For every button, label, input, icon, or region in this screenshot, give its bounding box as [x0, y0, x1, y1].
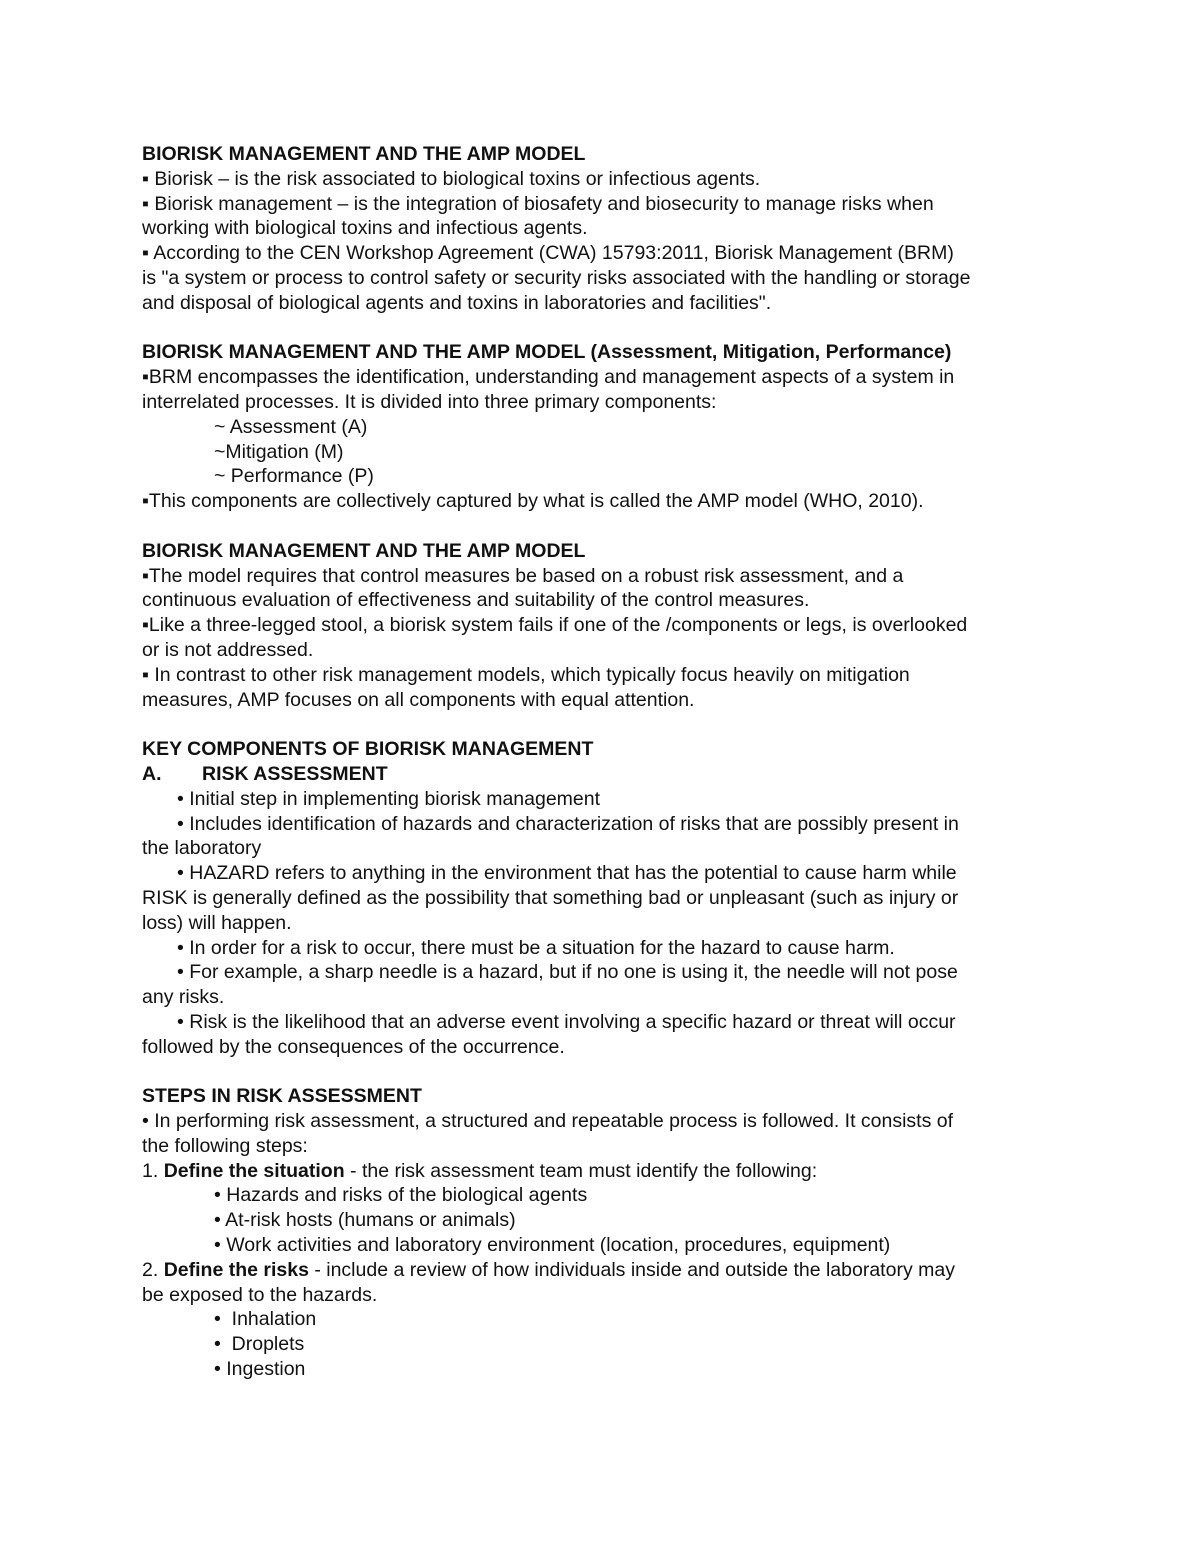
text-line: ▪This components are collectively captured by what is called the AMP model (WHO, 2010). [142, 490, 924, 513]
text-line: or is not addressed. [142, 638, 314, 661]
bullet-item: • In order for a risk to occur, there must be a situation for the hazard to cause harm. [177, 936, 895, 959]
step-item: • Hazards and risks of the biological agents [214, 1184, 588, 1207]
bullet-continuation: followed by the consequences of the occurrence. [142, 1035, 565, 1058]
step-item: • Droplets [214, 1333, 305, 1356]
bullet-continuation: loss) will happen. [142, 911, 292, 934]
text-line: continuous evaluation of effectiveness and suitability of the control measures. [142, 589, 810, 612]
text-line: interrelated processes. It is divided into three primary components: [142, 390, 717, 413]
subsection-letter: A. [142, 762, 162, 785]
text-line: measures, AMP focuses on all components with equal attention. [142, 688, 695, 711]
text-line: ▪ Biorisk – is the risk associated to biological toxins or infectious agents. [142, 167, 761, 190]
step-label: Define the situation [163, 1159, 345, 1182]
text-line: the following steps: [142, 1134, 308, 1157]
step-text: - the risk assessment team must identify the following: [344, 1159, 818, 1182]
bullet-item: • For example, a sharp needle is a hazard, but if no one is using it, the needle will not pose [177, 961, 958, 984]
document-body [142, 142, 1067, 1382]
bullet-item: • Initial step in implementing biorisk management [177, 787, 601, 810]
component-item: ~Mitigation (M) [214, 440, 344, 463]
text-line: ▪ Biorisk management – is the integration of biosafety and biosecurity to manage risks when [142, 192, 934, 215]
step-item: • Work activities and laboratory environment (location, procedures, equipment) [214, 1234, 891, 1257]
section-heading: BIORISK MANAGEMENT AND THE AMP MODEL (Assessment, Mitigation, Performance) [142, 341, 952, 364]
subsection-heading [142, 762, 1067, 787]
section-heading: BIORISK MANAGEMENT AND THE AMP MODEL [142, 143, 586, 165]
section-heading: KEY COMPONENTS OF BIORISK MANAGEMENT [142, 738, 594, 761]
step-text: - include a review of how individuals inside and outside the laboratory may [308, 1258, 955, 1281]
bullet-item: • Risk is the likelihood that an adverse event involving a specific hazard or threat will occur [177, 1010, 956, 1033]
step-label: Define the risks [163, 1258, 309, 1281]
bullet-continuation: RISK is generally defined as the possibility that something bad or unpleasant (such as injury or [142, 886, 959, 909]
text-line: ▪ In contrast to other risk management models, which typically focus heavily on mitigation [142, 663, 910, 686]
step-continuation: be exposed to the hazards. [142, 1283, 378, 1306]
text-line: is "a system or process to control safety or security risks associated with the handling or storage [142, 266, 971, 289]
text-line: ▪ According to the CEN Workshop Agreement (CWA) 15793:2011, Biorisk Management (BRM) [142, 242, 954, 265]
step-line [142, 1159, 1067, 1184]
text-line: • In performing risk assessment, a structured and repeatable process is followed. It consists of [142, 1110, 954, 1133]
bullet-continuation: any risks. [142, 986, 225, 1009]
step-number: 1. [142, 1159, 164, 1182]
bullet-item: • HAZARD refers to anything in the environment that has the potential to cause harm while [177, 862, 957, 885]
text-line: ▪The model requires that control measures be based on a robust risk assessment, and a [142, 564, 904, 587]
step-item: • Ingestion [214, 1358, 306, 1381]
bullet-continuation: the laboratory [142, 837, 262, 860]
bullet-item: • Includes identification of hazards and characterization of risks that are possibly present in [177, 812, 959, 835]
text-line: ▪BRM encompasses the identification, understanding and management aspects of a system in [142, 366, 955, 389]
component-item: ~ Performance (P) [214, 465, 374, 488]
step-line [142, 1258, 1067, 1283]
subsection-title: RISK ASSESSMENT [202, 762, 388, 785]
text-line: working with biological toxins and infectious agents. [142, 217, 588, 240]
section-heading: STEPS IN RISK ASSESSMENT [142, 1085, 422, 1108]
step-item: • At-risk hosts (humans or animals) [214, 1209, 516, 1232]
component-item: ~ Assessment (A) [214, 415, 368, 438]
section-heading: BIORISK MANAGEMENT AND THE AMP MODEL [142, 539, 586, 562]
text-line: ▪Like a three-legged stool, a biorisk system fails if one of the /components or legs, is overlooked [142, 614, 968, 637]
text-line: and disposal of biological agents and toxins in laboratories and facilities". [142, 291, 772, 314]
step-number: 2. [142, 1258, 164, 1281]
step-item: • Inhalation [214, 1308, 317, 1331]
